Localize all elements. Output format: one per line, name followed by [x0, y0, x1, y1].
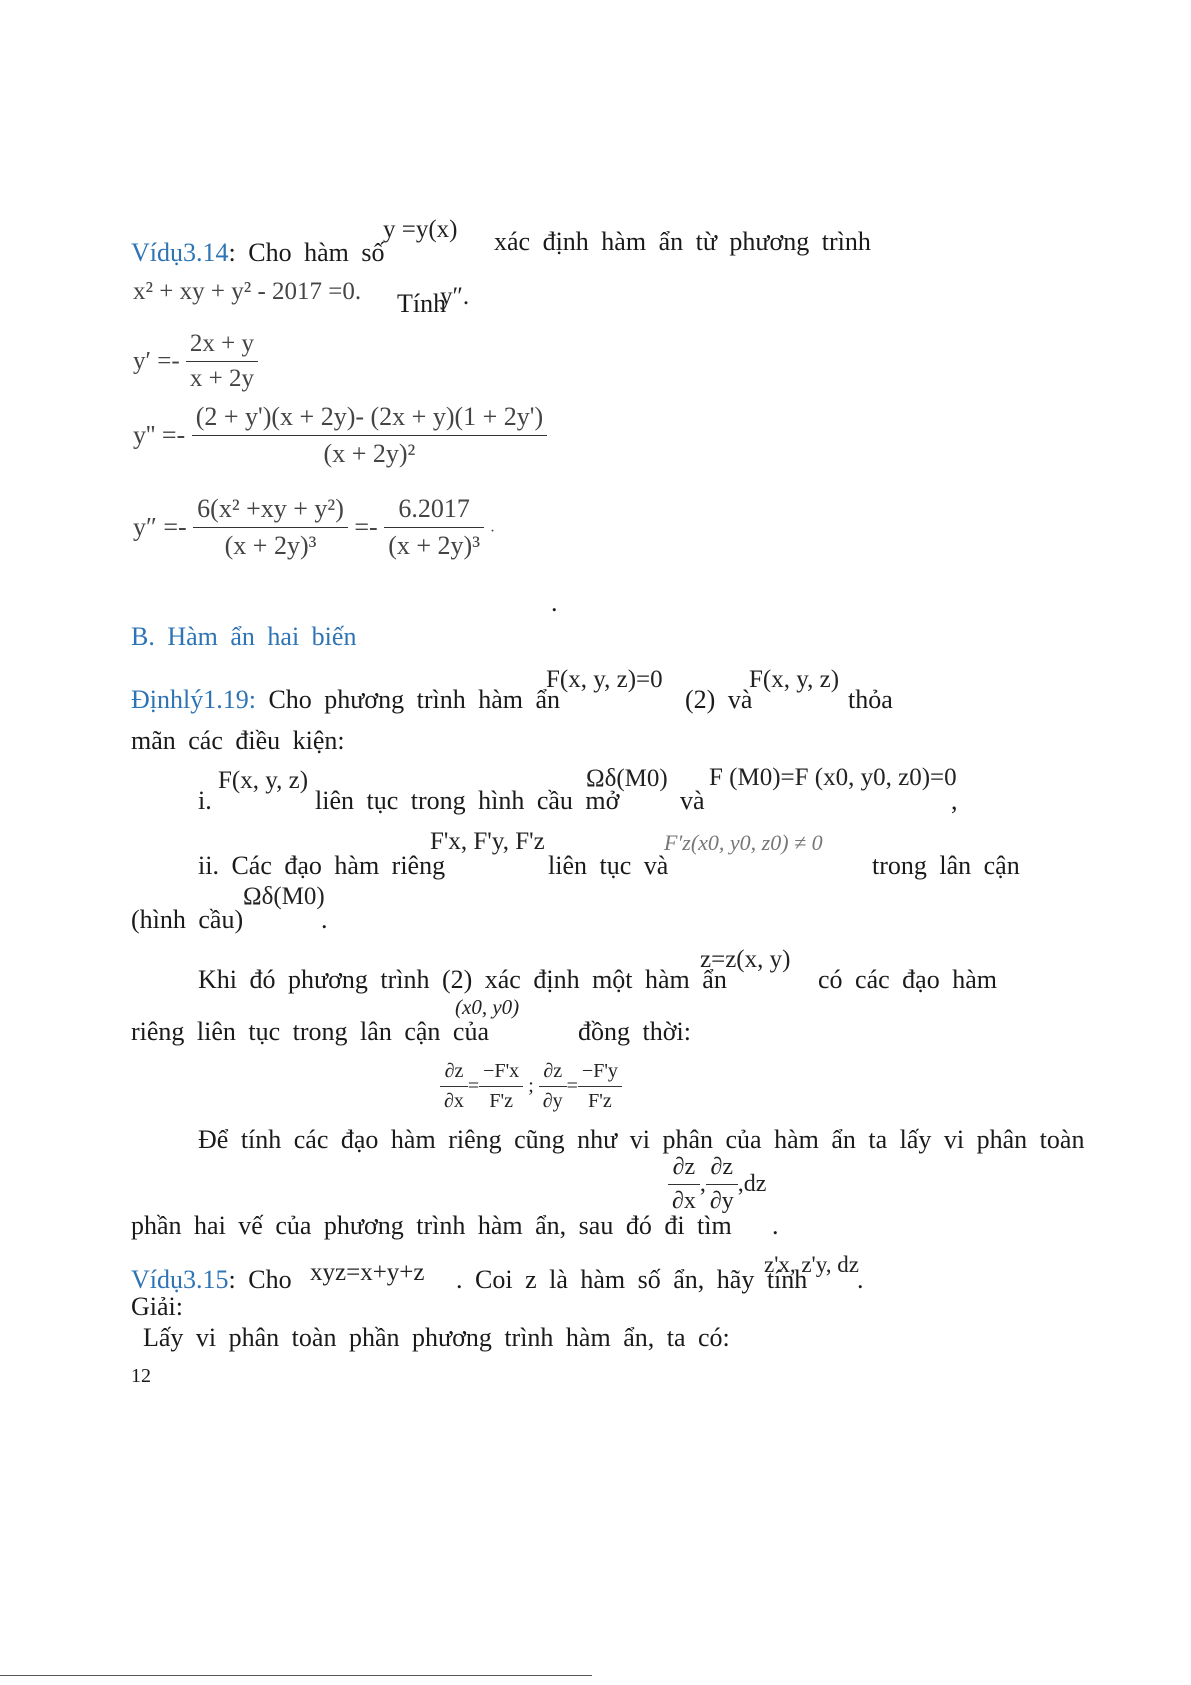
text-tinh: Tính [397, 289, 447, 318]
example-label: Vídụ3.14 [131, 238, 229, 267]
denominator: (x + 2y)³ [193, 527, 348, 561]
math-F: F(x, y, z) [749, 666, 840, 693]
fraction [186, 330, 258, 393]
math-F-M0: F (M0)=F (x0, y0, z0)=0 [709, 764, 957, 791]
solution-label: Giải: [131, 1292, 183, 1321]
derivative-y-second-result [133, 494, 495, 561]
math-y-second: y″. [440, 283, 470, 310]
numerator: ∂z [543, 1060, 563, 1082]
text: Cho hàm số [248, 238, 385, 267]
section-title: B. Hàm ẩn hai biến [131, 622, 357, 651]
text: riêng liên tục trong lân cận của [131, 1017, 489, 1046]
equation-x2-xy-y2: x² + xy + y² - 2017 =0. [133, 278, 362, 305]
dot: . [551, 588, 558, 617]
numerator: (2 + y')(x + 2y)- (2x + y)(1 + 2y') [195, 402, 544, 431]
separator: ; [528, 1075, 534, 1097]
page-number: 12 [131, 1365, 151, 1387]
fraction [706, 1154, 738, 1215]
text: mãn các điều kiện: [131, 726, 345, 755]
equals: = [467, 1075, 480, 1097]
text: liên tục và [548, 851, 669, 880]
equals: =- [354, 512, 378, 542]
text: thỏa [848, 685, 893, 714]
denominator: ∂y [539, 1086, 567, 1113]
dot: . [772, 1211, 779, 1240]
lhs: y″ =- [133, 512, 187, 542]
text: (2) và [685, 685, 753, 714]
fraction [578, 1060, 622, 1113]
denominator: (x + 2y)² [192, 435, 547, 469]
fraction [539, 1060, 567, 1113]
fraction [193, 494, 348, 561]
numerator: ∂z [672, 1154, 696, 1180]
text: đồng thời: [578, 1017, 691, 1046]
text: Cho phương trình hàm ẩn [268, 685, 561, 714]
denominator: ∂x [440, 1086, 468, 1113]
fraction [384, 494, 484, 561]
theorem-label: Địnhlý1.19: [131, 685, 256, 714]
colon: : [228, 238, 236, 267]
denominator: ∂y [706, 1184, 738, 1215]
lhs: y′ =- [133, 347, 180, 375]
math-omega: Ωδ(M0) [243, 883, 325, 910]
condition-i-label: i. [198, 786, 212, 815]
equals: = [566, 1075, 578, 1097]
text: và [680, 786, 705, 815]
paragraph-line1: Để tính các đạo hàm riêng cũng như vi phân của hàm ẩn ta lấy vi phân toàn [198, 1125, 1085, 1154]
numerator: 6(x² +xy + y²) [197, 494, 344, 523]
fraction [668, 1154, 700, 1215]
math-F-equals-zero: F(x, y, z)=0 [546, 666, 663, 693]
text: liên tục trong hình cầu mở [315, 786, 620, 815]
math-Fz-nonzero: F′z(x0, y0, z0) ≠ 0 [664, 830, 823, 855]
math-point: (x0, y0) [455, 995, 520, 1019]
denominator: x + 2y [186, 361, 258, 393]
text: có các đạo hàm [818, 965, 997, 994]
numerator: −F'y [581, 1060, 618, 1082]
derivative-y-prime [133, 330, 258, 393]
text: ii. Các đạo hàm riêng [198, 851, 446, 880]
text: Khi đó phương trình (2) xác định một hàm ẩn [198, 965, 727, 994]
lhs: y'' =- [133, 420, 186, 450]
solution-line: Lấy vi phân toàn phần phương trình hàm ẩn, ta có: [143, 1323, 730, 1352]
dot: . [321, 905, 328, 934]
denominator: ∂x [668, 1184, 700, 1215]
numerator: 6.2017 [398, 494, 470, 523]
numerator: −F'x [483, 1060, 520, 1082]
text: trong lân cận [872, 851, 1020, 880]
math-xyz-equation: xyz=x+y+z [310, 1259, 425, 1286]
derivative-y-second [133, 402, 547, 469]
math-partials-dz: $\frac{\partial z}{\partial x}$ , $\frac{\partial z}{\partial y}$ ,dz [668, 1154, 766, 1215]
comma: , [951, 786, 958, 815]
period: . [490, 518, 495, 536]
denominator: F'z [479, 1086, 523, 1113]
numerator: 2x + y [189, 330, 255, 357]
denominator: (x + 2y)³ [384, 527, 484, 561]
math-F: F(x, y, z) [218, 767, 309, 794]
paragraph-line2: phần hai vế của phương trình hàm ẩn, sau đó đi tìm [131, 1211, 732, 1240]
fraction [479, 1060, 523, 1113]
numerator: ∂z [710, 1154, 734, 1180]
numerator: ∂z [444, 1060, 464, 1082]
math-omega: Ωδ(M0) [586, 765, 668, 792]
denominator: F'z [578, 1086, 622, 1113]
example-label: Vídụ3.15 [131, 1265, 229, 1294]
fraction [192, 402, 547, 469]
math-zx-zy-dz: z'x, z'y, dz [764, 1252, 859, 1277]
math-z-equals: z=z(x, y) [700, 946, 791, 973]
fraction [440, 1060, 468, 1113]
example-3-15-line [131, 1265, 292, 1295]
math-partials: F'x, F'y, F'z [430, 828, 545, 855]
text: xác định hàm ẩn từ phương trình [494, 227, 871, 256]
dz: ,dz [737, 1171, 767, 1197]
theorem-line1 [131, 685, 560, 715]
text: (hình cầu) [131, 905, 244, 934]
dot: . [857, 1265, 864, 1294]
math-y-equals-yx: y =y(x) [383, 216, 458, 243]
footer-divider [0, 1675, 592, 1676]
text: . Coi z là hàm số ẩn, hãy tính [456, 1265, 808, 1294]
partial-derivative-formulas [440, 1060, 622, 1113]
example-3-14-line1 [131, 238, 384, 268]
text: : Cho [228, 1265, 292, 1294]
